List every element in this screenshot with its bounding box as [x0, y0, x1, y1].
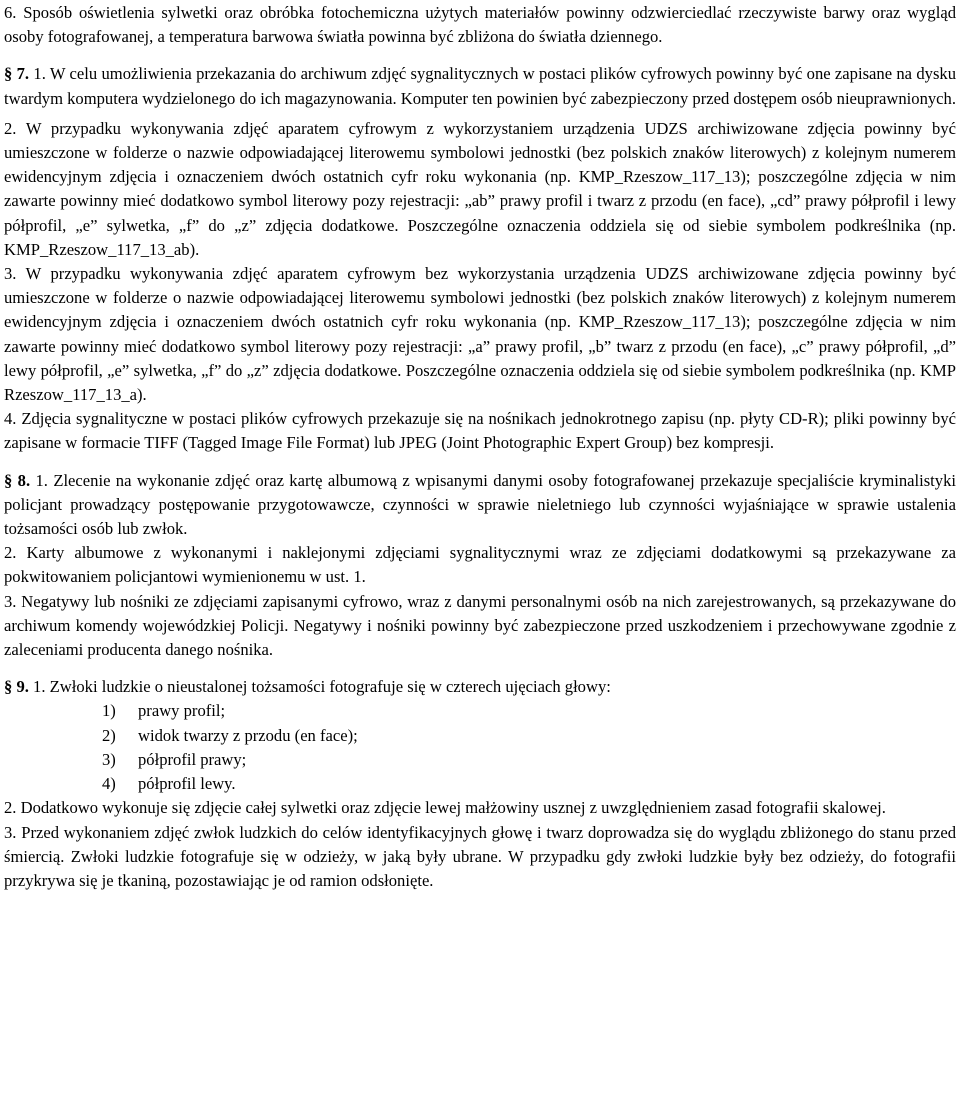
section-7-point-1	[4, 62, 956, 110]
list-item	[4, 724, 956, 748]
section-9-point-1	[4, 675, 956, 699]
section-8-point-2: 2. Karty albumowe z wykonanymi i naklejonymi zdjęciami sygnalitycznymi wraz ze zdjęciami dodatkowymi są przekazywane za pokwitowaniem policjantowi wymienionemu w ust. 1.	[4, 543, 956, 587]
section-7-point-4: 4. Zdjęcia sygnalityczne w postaci plików cyfrowych przekazuje się na nośnikach jednokrotnego zapisu (np. płyty CD-R); pliki powinny być zapisane w formacie TIFF (Tagged Image File Format) lub JPEG (Joint Photographic Expert Group) bez kompresji.	[4, 409, 956, 453]
section-7-point-1-text: 1. W celu umożliwienia przekazania do archiwum zdjęć sygnalitycznych w postaci plików cyfrowych powinny być one zapisane na dysku twardym komputera wydzielonego do ich magazynowania. Komputer ten powinien być zabezpieczony przed dostępem osób nieuprawnionych.	[4, 64, 956, 108]
list-item-number: 4)	[102, 774, 116, 794]
list-item	[4, 748, 956, 772]
paragraph-6: 6. Sposób oświetlenia sylwetki oraz obróbka fotochemiczna użytych materiałów powinny odzwierciedlać rzeczywiste barwy oraz wygląd osoby fotografowanej, a temperatura barwowa światła powinna być zbliżona do światła dziennego.	[4, 3, 956, 47]
section-9-heading: § 9.	[4, 677, 29, 697]
list-item-text: półprofil lewy.	[138, 774, 236, 794]
list-item-number: 3)	[102, 749, 116, 769]
list-item-number: 1)	[102, 701, 116, 721]
section-7-point-2: 2. W przypadku wykonywania zdjęć aparatem cyfrowym z wykorzystaniem urządzenia UDZS archiwizowane zdjęcia powinny być umieszczone w folderze o nazwie odpowiadającej literowemu symbolowi jednostki (bez polskich znaków literowych) z kolejnym numerem ewidencyjnym zdjęcia i oznaczeniem dwóch ostatnich cyfr roku wykonania (np. KMP_Rzeszow_117_13); poszczególne zdjęcia w nim zawarte powinny mieć dodatkowo symbol literowy pozy rejestracji: „ab” prawy profil i twarz z przodu (en face), „cd” prawy półprofil i lewy półprofil, „e” sylwetka, „f” do „z” zdjęcia dodatkowe. Poszczególne oznaczenia oddziela się od siebie symbolem podkreślnika (np. KMP_Rzeszow_117_13_ab).	[4, 118, 956, 259]
list-item	[4, 699, 956, 723]
section-9-point-3: 3. Przed wykonaniem zdjęć zwłok ludzkich do celów identyfikacyjnych głowę i twarz doprowadza się do wyglądu zbliżonego do stanu przed śmiercią. Zwłoki ludzkie fotografuje się w odzieży, w jaką były ubrane. W przypadku gdy zwłoki ludzkie były bez odzieży, do fotografii przykrywa się je tkaniną, pozostawiając je od ramion odsłonięte.	[4, 822, 956, 890]
section-7-point-3: 3. W przypadku wykonywania zdjęć aparatem cyfrowym bez wykorzystania urządzenia UDZS archiwizowane zdjęcia powinny być umieszczone w folderze o nazwie odpowiadającej literowemu symbolowi jednostki (bez polskich znaków literowych) z kolejnym numerem ewidencyjnym zdjęcia i oznaczeniem dwóch ostatnich cyfr roku wykonania (np. KMP_Rzeszow_117_13); poszczególne zdjęcia w nim zawarte powinny mieć dodatkowo symbol literowy pozy rejestracji: „a” prawy profil, „b” twarz z przodu (en face), „c” prawy półprofil, „d” lewy półprofil, „e” sylwetka, „f” do „z” zdjęcia dodatkowe. Poszczególne oznaczenia oddziela się od siebie symbolem podkreślnika (np. KMP Rzeszow_117_13_a).	[4, 264, 956, 405]
list-item-text: widok twarzy z przodu (en face);	[138, 725, 358, 745]
section-7-heading: § 7.	[4, 64, 30, 84]
list-item-text: prawy profil;	[138, 701, 226, 721]
list-item-number: 2)	[102, 725, 116, 745]
section-8-point-3: 3. Negatywy lub nośniki ze zdjęciami zapisanymi cyfrowo, wraz z danymi personalnymi osób na nich zarejestrowanych, są przekazywane do archiwum komendy wojewódzkiej Policji. Negatywy i nośniki powinny być zabezpieczone przed uszkodzeniem i przechowywane zgodnie z zaleceniami producenta danego nośnika.	[4, 591, 956, 660]
spacer	[4, 662, 956, 675]
section-8-point-1	[4, 469, 956, 542]
section-8-heading: § 8.	[4, 470, 31, 490]
section-9-point-2: 2. Dodatkowo wykonuje się zdjęcie całej sylwetki oraz zdjęcie lewej małżowiny usznej z uwzględnieniem zasad fotografii skalowej.	[4, 798, 886, 818]
document-page	[4, 1, 956, 893]
section-9-point-1-text: 1. Zwłoki ludzkie o nieustalonej tożsamości fotografuje się w czterech ujęciach głowy:	[33, 677, 611, 697]
section-8-point-1-text: 1. Zlecenie na wykonanie zdjęć oraz kartę albumową z wpisanymi danymi osoby fotografowanej przekazuje specjaliście kryminalistyki policjant prowadzący postępowanie przygotowawcze, czynności w sprawie nieletniego lub czynności wyjaśniające w sprawie ustalenia tożsamości osób lub zwłok.	[4, 470, 956, 539]
list-item	[4, 772, 956, 796]
spacer	[4, 456, 956, 469]
head-views-list	[4, 699, 956, 796]
list-item-text: półprofil prawy;	[138, 749, 247, 769]
spacer	[4, 49, 956, 62]
